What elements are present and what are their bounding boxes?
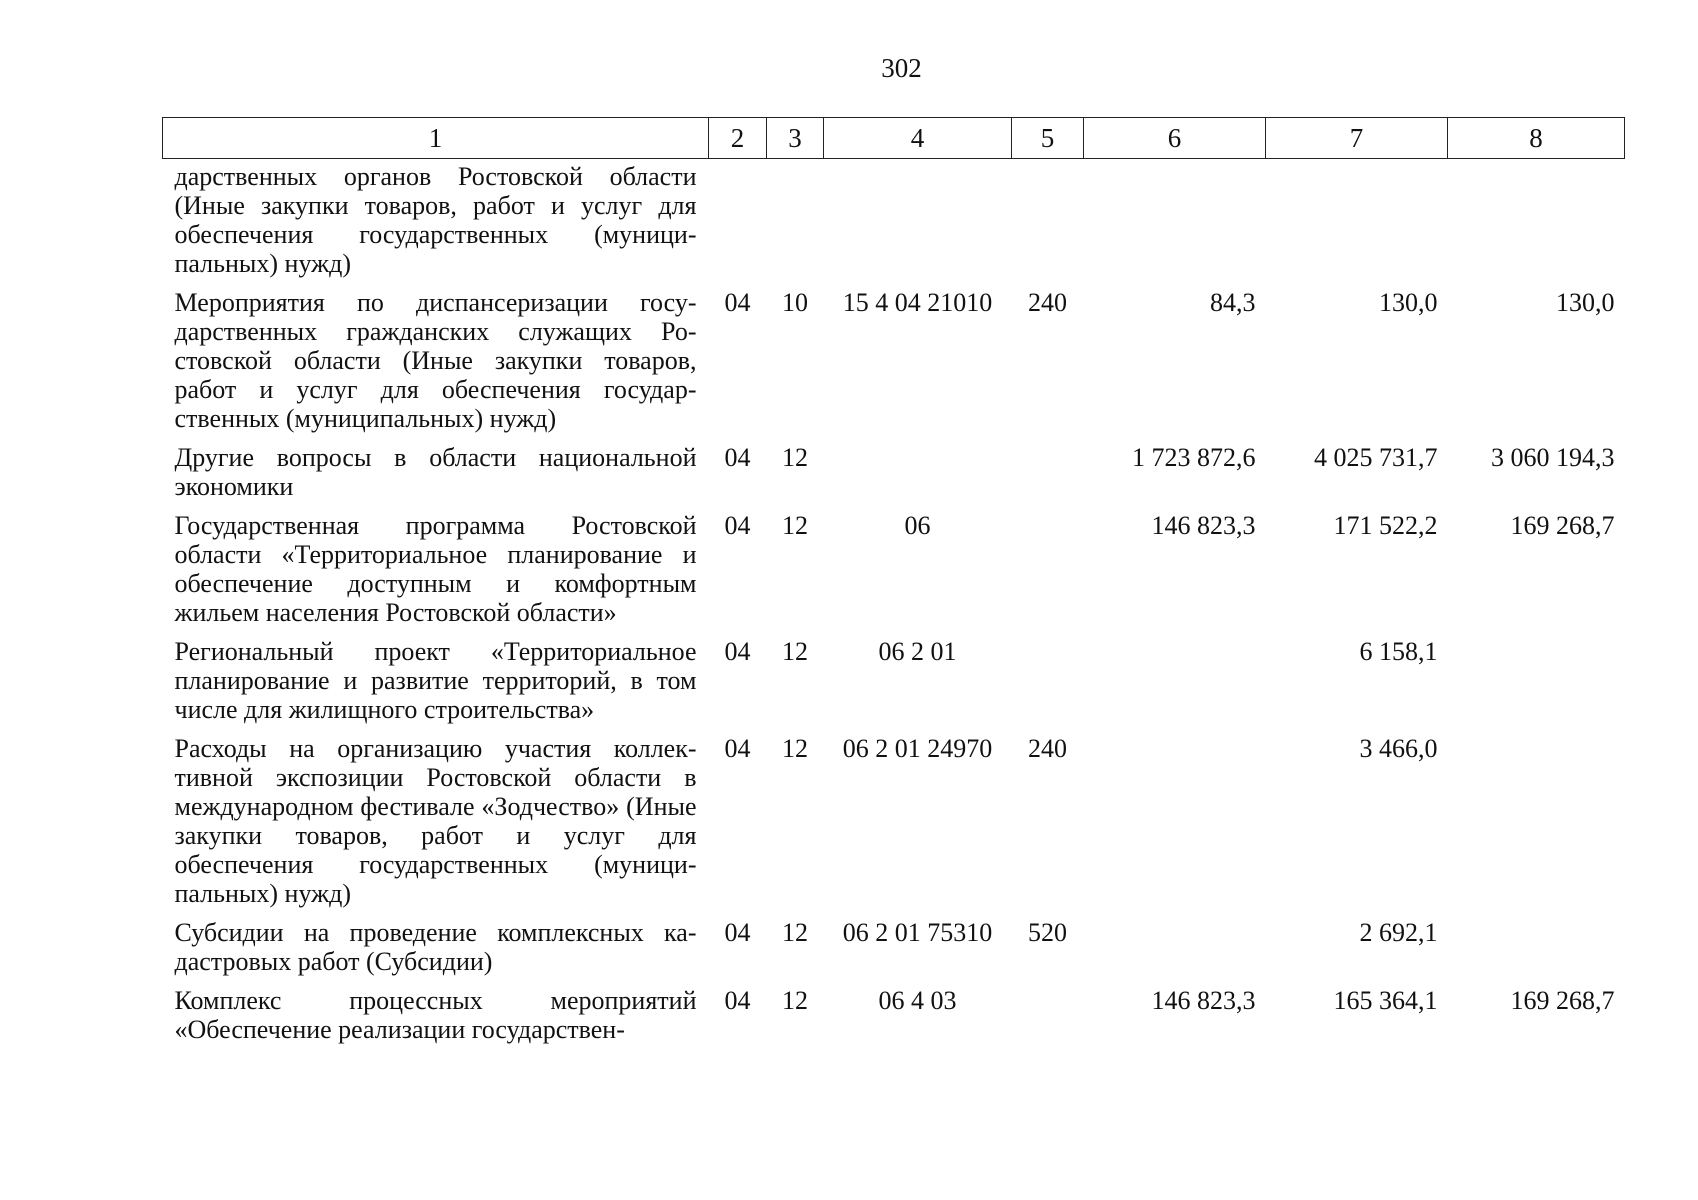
subsection-code: 10 xyxy=(782,288,808,317)
table-row xyxy=(163,159,1625,289)
row-description: Другие вопросы в области национальной экономики xyxy=(174,443,697,501)
amount-col-6 xyxy=(1084,918,1266,986)
column-header: 8 xyxy=(1448,118,1625,159)
section-code: 04 xyxy=(724,288,751,317)
column-header: 5 xyxy=(1012,118,1084,159)
section-code: 04 xyxy=(724,734,751,763)
table-header-row xyxy=(163,118,1625,159)
target-article-code xyxy=(824,443,1012,511)
section-code: 04 xyxy=(724,986,751,1015)
section-code xyxy=(709,159,767,289)
column-header: 6 xyxy=(1084,118,1266,159)
amount-col-8: 169 268,7 xyxy=(1510,986,1615,1015)
amount-col-8: 169 268,7 xyxy=(1510,511,1615,540)
column-header: 1 xyxy=(163,118,709,159)
table-row xyxy=(163,918,1625,986)
amount-col-7: 2 692,1 xyxy=(1359,918,1438,947)
amount-col-7: 3 466,0 xyxy=(1359,734,1438,763)
amount-col-7 xyxy=(1266,159,1448,289)
target-article-code: 06 4 03 xyxy=(878,986,957,1015)
row-description: Региональный проект «Территориальное планирование и развитие территорий, в том числе для жилищного строительства» xyxy=(174,637,697,724)
expense-type-code xyxy=(1012,159,1084,289)
amount-col-8 xyxy=(1448,637,1625,734)
amount-col-8 xyxy=(1448,159,1625,289)
column-header: 7 xyxy=(1266,118,1448,159)
amount-col-6 xyxy=(1084,159,1266,289)
subsection-code: 12 xyxy=(782,637,808,666)
expense-type-code xyxy=(1012,443,1084,511)
table-row xyxy=(163,637,1625,734)
target-article-code: 06 2 01 75310 xyxy=(842,918,993,947)
page-number: 302 xyxy=(881,53,922,83)
expense-type-code: 240 xyxy=(1028,734,1067,763)
row-description: Комплекс процессных мероприятий «Обеспечение реализации государствен- xyxy=(174,986,697,1044)
budget-table xyxy=(162,117,1625,1054)
amount-col-8: 3 060 194,3 xyxy=(1491,443,1615,472)
expense-type-code xyxy=(1012,637,1084,734)
target-article-code: 15 4 04 21010 xyxy=(842,288,993,317)
table-row xyxy=(163,443,1625,511)
column-header: 2 xyxy=(709,118,767,159)
section-code: 04 xyxy=(724,918,751,947)
expense-type-code: 240 xyxy=(1028,288,1067,317)
table-row xyxy=(163,511,1625,637)
section-code: 04 xyxy=(724,443,751,472)
expense-type-code xyxy=(1012,511,1084,637)
subsection-code xyxy=(767,159,824,289)
column-header: 4 xyxy=(824,118,1012,159)
subsection-code: 12 xyxy=(782,443,808,472)
table-row xyxy=(163,288,1625,443)
amount-col-7: 4 025 731,7 xyxy=(1314,443,1438,472)
amount-col-8: 130,0 xyxy=(1556,288,1615,317)
amount-col-7: 165 364,1 xyxy=(1333,986,1438,1015)
row-description: дарственных органов Ростовской области (Иные закупки товаров, работ и услуг для обеспечения государственных (муници-пальных) нужд) xyxy=(174,162,697,278)
amount-col-6: 146 823,3 xyxy=(1151,986,1256,1015)
target-article-code: 06 2 01 24970 xyxy=(842,734,993,763)
subsection-code: 12 xyxy=(782,918,808,947)
amount-col-7: 6 158,1 xyxy=(1359,637,1438,666)
section-code: 04 xyxy=(724,511,751,540)
amount-col-6: 84,3 xyxy=(1210,288,1256,317)
amount-col-7: 171 522,2 xyxy=(1333,511,1438,540)
target-article-code: 06 xyxy=(904,511,931,540)
expense-type-code: 520 xyxy=(1028,918,1067,947)
column-header: 3 xyxy=(767,118,824,159)
amount-col-6 xyxy=(1084,734,1266,918)
table-row xyxy=(163,986,1625,1054)
target-article-code xyxy=(824,159,1012,289)
subsection-code: 12 xyxy=(782,986,808,1015)
amount-col-6: 1 723 872,6 xyxy=(1132,443,1256,472)
subsection-code: 12 xyxy=(782,734,808,763)
amount-col-8 xyxy=(1448,918,1625,986)
amount-col-6: 146 823,3 xyxy=(1151,511,1256,540)
row-description: Мероприятия по диспансеризации госу-дарственных гражданских служащих Ро-стовской области (Иные закупки товаров, работ и услуг для обеспечения государ-ственных (муниципальных) нужд) xyxy=(174,288,697,433)
table-row xyxy=(163,734,1625,918)
expense-type-code xyxy=(1012,986,1084,1054)
row-description: Государственная программа Ростовской области «Территориальное планирование и обеспечение доступным и комфортным жильем населения Ростовской области» xyxy=(174,511,697,627)
amount-col-8 xyxy=(1448,734,1625,918)
row-description: Субсидии на проведение комплексных ка-дастровых работ (Субсидии) xyxy=(174,918,697,976)
row-description: Расходы на организацию участия коллек-тивной экспозиции Ростовской области в международном фестивале «Зодчество» (Иные закупки товаров, работ и услуг для обеспечения государственных (муници-пальных) нужд) xyxy=(174,734,697,908)
amount-col-7: 130,0 xyxy=(1379,288,1438,317)
section-code: 04 xyxy=(724,637,751,666)
target-article-code: 06 2 01 xyxy=(878,637,957,666)
subsection-code: 12 xyxy=(782,511,808,540)
amount-col-6 xyxy=(1084,637,1266,734)
